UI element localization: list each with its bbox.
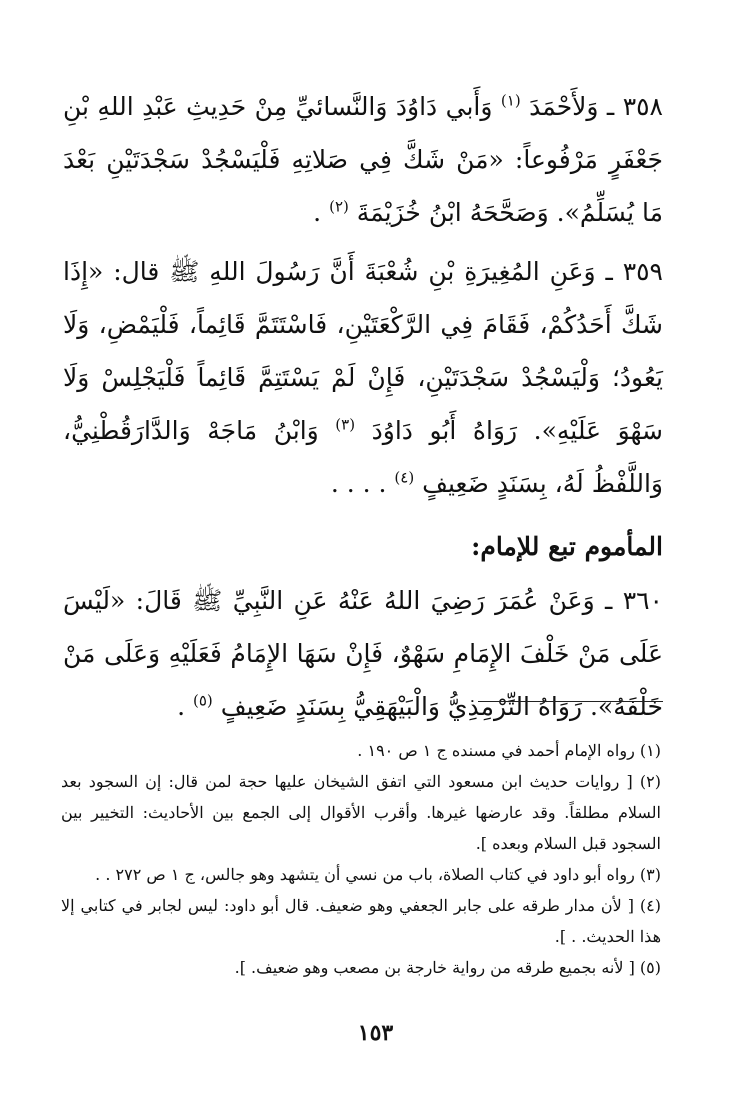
footnote-divider xyxy=(478,701,663,702)
footnotes xyxy=(61,735,661,983)
main-text xyxy=(63,80,663,733)
hadith-359 xyxy=(63,245,663,510)
footnote-ref: (١) xyxy=(500,91,521,110)
hadith-number: ٣٥٩ xyxy=(622,257,663,286)
page-number: ١٥٣ xyxy=(357,1020,394,1046)
hadith-text: . xyxy=(177,692,193,721)
footnote-ref: (٥) xyxy=(192,691,213,710)
footnote-2: (٢) [ روايات حديث ابن مسعود التي اتفق الشيخان عليها حجة لمن قال: إن السجود بعد السلام مطلقاً. وقد عارضها غيرها. وأقرب الأقوال إلى الجمع بين الأحاديث: التخيير بين السجود قبل السلام وبعده ]. xyxy=(61,772,661,853)
footnote-ref: (٤) xyxy=(394,468,415,487)
hadith-text: ـ وَعَنْ عُمَرَ رَضِيَ اللهُ عَنْهُ عَنِ النَّبِيِّ ﷺ قَالَ: «لَيْسَ عَلَى مَنْ خَلْفَ الإِمَامِ سَهْوٌ، فَإِنْ سَهَا الإِمَامُ فَعَلَيْهِ وَعَلَى مَنْ خَلْفَهُ». رَوَاهُ التِّرْمِذِيُّ وَالْبَيْهَقِيُّ بِسَنَدٍ ضَعِيفٍ xyxy=(63,586,663,721)
section-heading: المأموم تبع للإمام: xyxy=(471,532,663,561)
footnote-3: (٣) رواه أبو داود في كتاب الصلاة، باب من نسي أن يتشهد وهو جالس، ج ١ ص ٢٧٢ . . xyxy=(95,865,661,884)
footnote-ref: (٢) xyxy=(329,197,349,216)
hadith-358 xyxy=(63,80,663,239)
footnote-ref: (٣) xyxy=(335,415,356,434)
footnote-4: (٤) [ لأن مدار طرقه على جابر الجعفي وهو ضعيف. قال أبو داود: ليس لجابر في كتابي إلا هذا الحديث. . ]. xyxy=(61,896,661,946)
hadith-text: . xyxy=(313,198,330,227)
hadith-text: ـ وَعَنِ المُغِيرَةِ بْنِ شُعْبَةَ أَنَّ رَسُولَ اللهِ ﷺ قال: «إِذَا شَكَّ أَحَدُكُمْ، فَقَامَ فِي الرَّكْعَتَيْنِ، فَاسْتَتَمَّ قَائِماً، فَلْيَمْضِ، وَلَا يَعُودُ؛ وَلْيَسْجُدْ سَجْدَتَيْنِ، فَإِنْ لَمْ يَسْتَتِمَّ قَائِماً فَلْيَجْلِسْ وَلَا سَهْوَ عَلَيْهِ». رَوَاهُ أَبُو دَاوُدَ xyxy=(63,257,663,445)
footnote-1: (١) رواه الإمام أحمد في مسنده ج ١ ص ١٩٠ . xyxy=(357,741,661,760)
hadith-360 xyxy=(63,574,663,733)
hadith-number: ٣٦٠ xyxy=(622,586,663,615)
footnote-5: (٥) [ لأنه بجميع طرقه من رواية خارجة بن مصعب وهو ضعيف. ]. xyxy=(234,958,661,977)
hadith-number: ٣٥٨ xyxy=(622,92,663,121)
hadith-text: ـ وَلأَحْمَدَ xyxy=(520,92,623,121)
hadith-text: وَأَبي دَاوُدَ وَالنَّسائيِّ مِنْ حَدِيثِ عَبْدِ اللهِ بْنِ جَعْفَرٍ مَرْفُوعاً: «مَنْ شَكَّ فِي صَلاتِهِ فَلْيَسْجُدْ سَجْدَتَيْنِ بَعْدَ مَا يُسَلِّمُ». وَصَحَّحَهُ ابْنُ خُزَيْمَةَ xyxy=(63,92,663,227)
hadith-text: . . . . xyxy=(330,469,395,498)
hadith-text: وَابْنُ مَاجَهْ وَالدَّارَقُطْنِيُّ، وَاللَّفْظُ لَهُ، بِسَنَدٍ ضَعِيفٍ xyxy=(63,416,663,498)
